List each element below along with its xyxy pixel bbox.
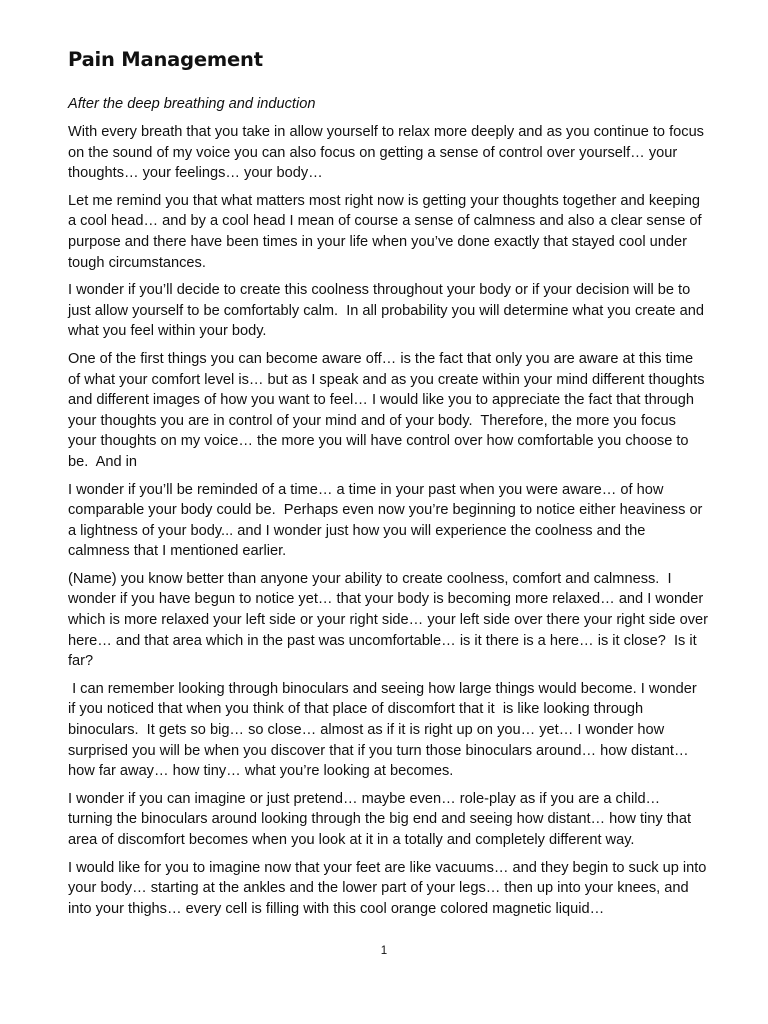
paragraph: I can remember looking through binoculars and seeing how large things would become. I wonder if you noticed that when you think of that place of discomfort that it is like looking through binoculars. It gets so big… so close… almost as if it is right up on you… yet… I wonder how surprised you will be when you discover that if you turn those binoculars around… how distant… how far away… how tiny… what you’re looking at becomes. xyxy=(68,680,701,780)
paragraph: Let me remind you that what matters most right now is getting your thoughts together and keeping a cool head… and by a cool head I mean of course a sense of calmness and also a clear sense of purpose and there have been times in your life when you’ve done exactly that stayed cool under tough circumstances. xyxy=(68,192,706,271)
document-title: Pain Management xyxy=(68,48,263,71)
document-body xyxy=(68,47,713,926)
page-number: 1 xyxy=(380,945,388,957)
paragraph: I would like for you to imagine now that your feet are like vacuums… and they begin to suck up into your body… starting at the ankles and the lower part of your legs… then up into your knees, and into your thighs… every cell is filling with this cool orange colored magnetic liquid… xyxy=(68,859,711,917)
paragraph: I wonder if you’ll decide to create this coolness throughout your body or if your decision will be to just allow yourself to be comfortably calm. In all probability you will determine what you create and what you feel within your body. xyxy=(68,282,709,340)
paragraph: I wonder if you can imagine or just pretend… maybe even… role-play as if you are a child… turning the binoculars around looking through the big end and seeing how distant… how tiny that area of discomfort becomes when you look at it in a totally and completely different way. xyxy=(68,790,696,848)
paragraph: (Name) you know better than anyone your ability to create coolness, comfort and calmness. I wonder if you have begun to notice yet… that your body is becoming more relaxed… and I wonder which is more relaxed your left side or your right side… your left side over there your right side over here… and that area which in the past was uncomfortable… is it there is a here… is it close? Is it far? xyxy=(68,570,713,670)
paragraph: I wonder if you’ll be reminded of a time… a time in your past when you were aware… of how comparable your body could be. Perhaps even now you’re beginning to notice either heaviness or a lightness of your body... and I wonder just how you will experience the coolness and the calmness that I mentioned earlier. xyxy=(68,481,707,560)
paragraph: With every breath that you take in allow yourself to relax more deeply and as you continue to focus on the sound of my voice you can also focus on getting a sense of control over yourself… your thoughts… your feelings… your body… xyxy=(68,124,709,182)
document-subtitle: After the deep breathing and induction xyxy=(68,96,316,112)
paragraph: One of the first things you can become aware off… is the fact that only you are aware at this time of what your comfort level is… but as I speak and as you create within your mind different thoughts and different images of how you want to feel… I would like you to appreciate the fact that through your thoughts you are in control of your mind and of your body. Therefore, the more you focus your thoughts on my voice… the more you will have control over how comfortable you choose to be. And in xyxy=(68,350,709,470)
